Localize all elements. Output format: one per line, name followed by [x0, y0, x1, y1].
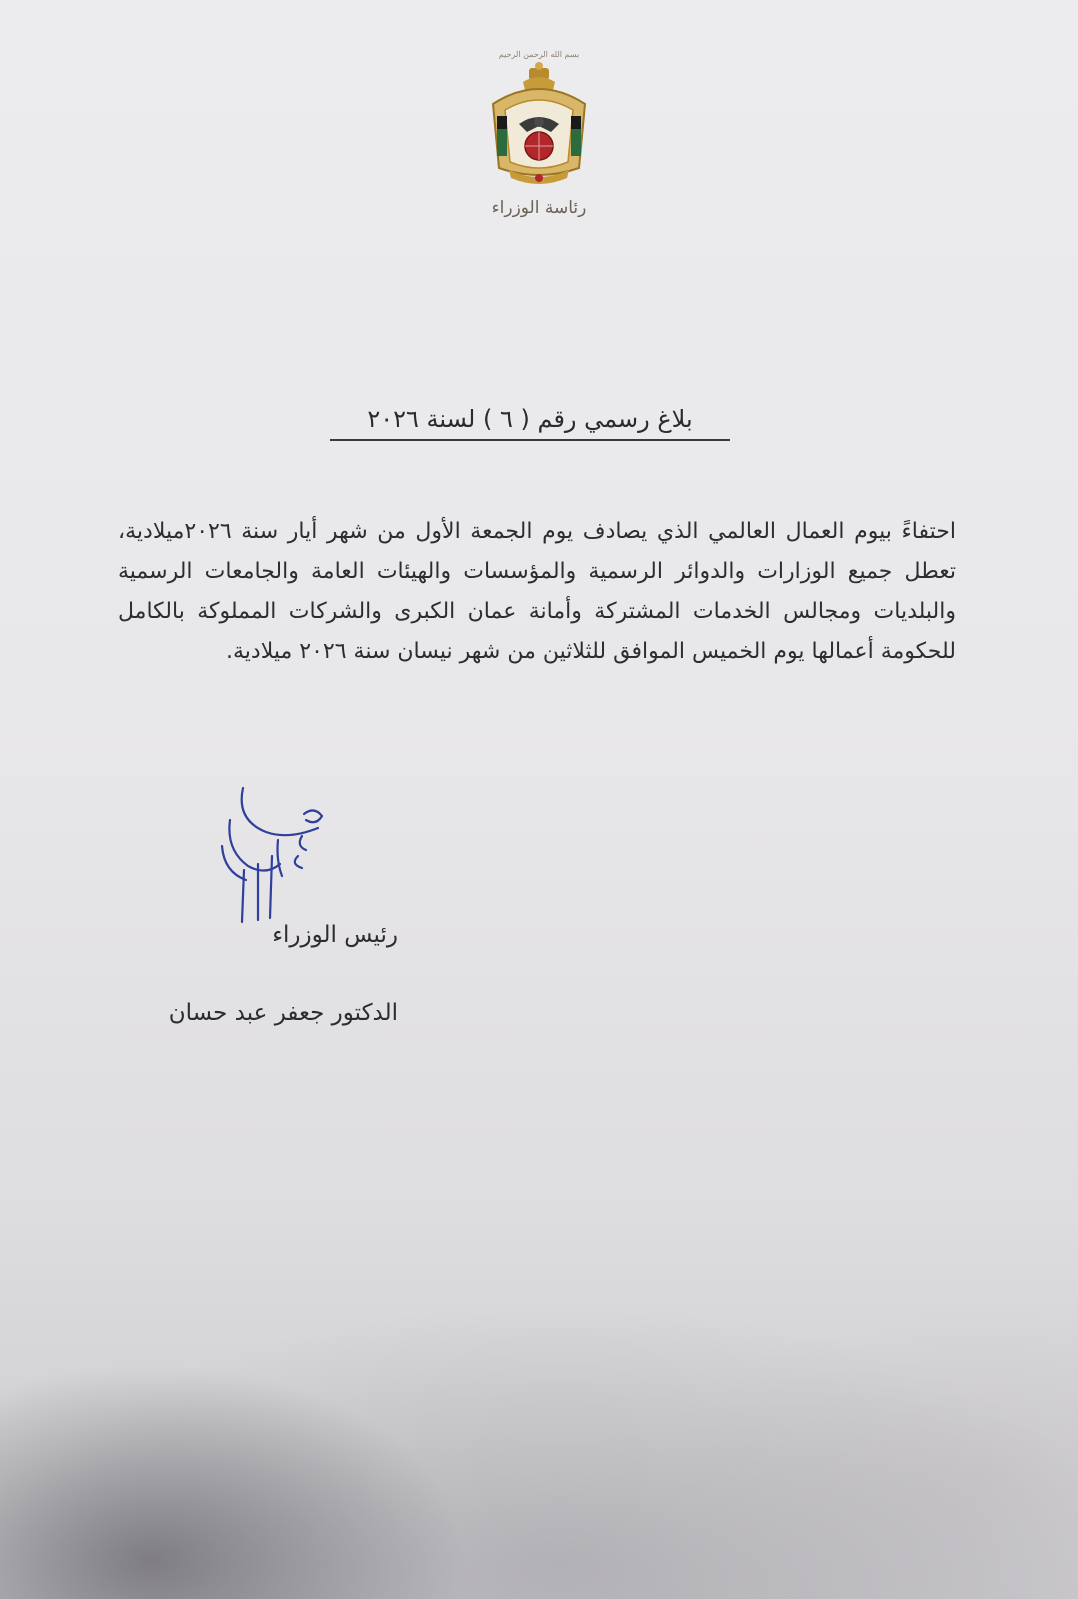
document-title: بلاغ رسمي رقم ( ٦ ) لسنة ٢٠٢٦ [330, 405, 730, 441]
letterhead [479, 50, 599, 240]
basmala-text: بسم الله الرحمن الرحيم [498, 50, 580, 59]
royal-coat-of-arms-icon [479, 50, 599, 190]
announcement-paragraph: احتفاءً بيوم العمال العالمي الذي يصادف يوم الجمعة الأول من شهر أيار سنة ٢٠٢٦ميلادية، تعطل جميع الوزارات والدوائر الرسمية والمؤسسات والهيئات العامة والجامعات الرسمية والبلديات ومجالس الخدمات المشتركة وأمانة عمان الكبرى والشركات المملوكة بالكامل للحكومة أعمالها يوم الخميس الموافق للثلاثين من شهر نيسان سنة ٢٠٢٦ ميلادية. [118, 519, 956, 664]
handwritten-signature-icon [218, 780, 338, 930]
signatory-title: رئيس الوزراء [272, 922, 398, 948]
organization-name: رئاسة الوزراء [491, 198, 587, 218]
signatory-name: الدكتور جعفر عبد حسان [168, 1000, 398, 1026]
